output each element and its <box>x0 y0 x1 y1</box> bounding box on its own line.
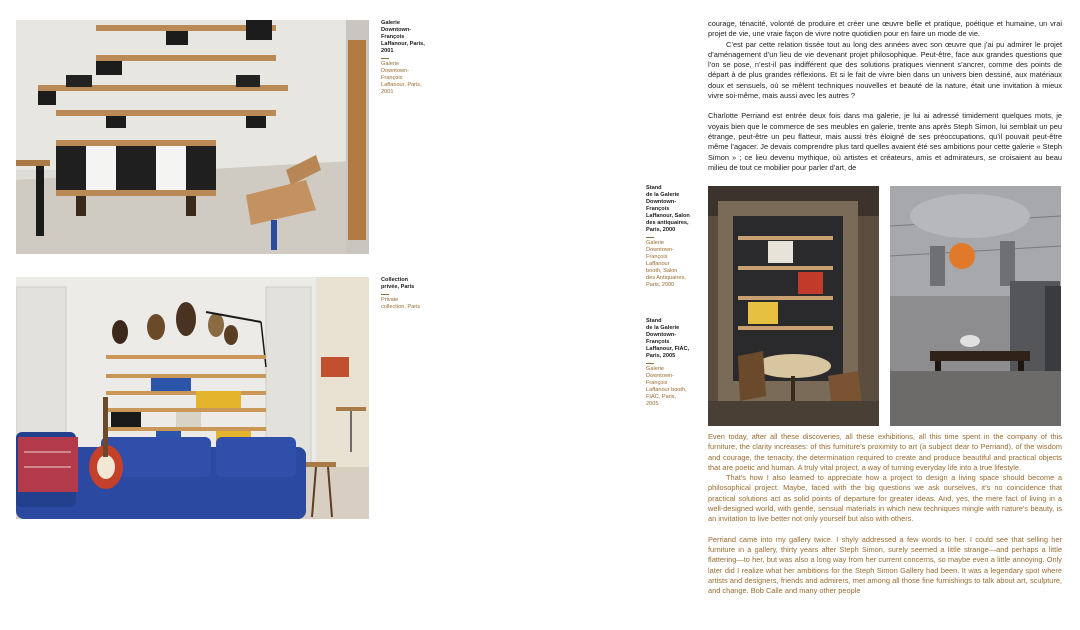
english-paragraph-3: Perriand came into my gallery twice. I shyly addressed a few words to her. I could see that selling her furniture in a gallery, thirty years after Steph Simon, surely seemed a little strange—and perhaps a little flattering—to her, but was also a long way from her current concerns, so maybe even a little annoying. Only later did I realize what her ambitions for the Steph Simon Gallery had been. It was a legendary spot where artists and designers, friends and admirers, met among all those fine furnishings to talk about art, sculpture, and change. Bob Calle and many other people <box>708 534 1062 596</box>
caption-french: Stand de la Galerie Downtown- François Laffanour, Salon des antiquaires, Paris, 2000 <box>646 185 690 233</box>
caption-english: Private collection, Paris <box>381 297 421 310</box>
caption-divider <box>381 294 389 295</box>
caption-photo-2 <box>381 277 461 311</box>
caption-french: Galerie Downtown- François Laffanour, Paris, 2001 <box>381 20 425 54</box>
caption-photo-1 <box>381 20 461 96</box>
photo-private-collection <box>16 277 369 519</box>
caption-english: Galerie Downtown- François Laffanour booth, FIAC, Paris, 2005 <box>646 366 687 407</box>
french-paragraph-2: C’est par cette relation tissée tout au long des années avec son œuvre que j’ai pu admirer le projet d’aménagement d’un lieu de vie devenant projet philosophique. Peut-être, face aux grandes questions que l’on se pose, n’est-il pas indifférent que des solutions pratiques viennent s’ancrer, comme des points de départ à de plus grandes réflexions. Et si le fait de vivre bien dans un univers bien dessiné, aux matériaux doux et sensuels, où se mêlent techniques nouvelles et beauté de la nature, était une invitation à mieux vivre soi-même, mais aussi avec les autres ? <box>708 39 1062 101</box>
french-text <box>708 19 1062 173</box>
english-paragraph-2: That’s how I also learned to appreciate how a project to design a living space should become a philosophical project. Maybe, faced with the big questions we ask ourselves, it’s no coincidence that practical solutions act as solid points of departure for greater ideas. And, yes, the mere fact of living in a well-designed world, with gentle, sensual materials in which new techniques mingle with nature’s beauty, is an invitation to live better not only yourself but also with others. <box>708 473 1062 524</box>
caption-divider <box>381 58 389 59</box>
french-paragraph-1: courage, ténacité, volonté de produire et créer une œuvre belle et pratique, poétique et humaine, un vrai projet de vie, une vraie façon de vivre notre quotidien pour en faire un mode de vie. <box>708 19 1062 39</box>
caption-english: Galerie Downtown- François Laffanour, Paris, 2001 <box>381 61 422 95</box>
caption-french: Stand de la Galerie Downtown- François Laffanour, FIAC, Paris, 2005 <box>646 318 690 359</box>
english-paragraph-1: Even today, after all these discoveries, all these exhibitions, all this time spent in the company of this furniture, the clarity increases: of this furniture’s proximity to art (a subject dear to Perriand), of the wisdom and courage, the tenacity, the determination required to create and produce beautiful and practical objects that are poetic and human. A truly vital project, a way of turning everyday life into a true lifestyle. <box>708 432 1062 472</box>
caption-divider <box>646 363 654 364</box>
photo-gallery-shelves <box>16 20 369 254</box>
french-paragraph-3: Charlotte Perriand est entrée deux fois dans ma galerie, je lui ai adressé timidement quelques mots, je voyais bien que le commerce de ses meubles en galerie, trente ans après Steph Simon, lui semblait un peu étrange, peut-être un peu flatteur, mais aussi très éloigné de ses préoccupations, qu’il pouvait peut-être même l’agacer. Je devais comprendre plus tard quelles avaient été ses ambitions pour cette galerie « Steph Simon » ; ce lieu devenu mythique, où artistes et créateurs, amis et admirateurs, se croisaient au beau milieu de tout ce mobilier pour parler d’art, de <box>708 111 1062 172</box>
caption-english: Galerie Downtown- François Laffanour booth, Salon des Antiquaires, Paris, 2000 <box>646 240 686 288</box>
photo-stand-fiac <box>890 186 1061 426</box>
photo-stand-salon-antiquaires <box>708 186 879 426</box>
caption-divider <box>646 237 654 238</box>
english-text <box>708 432 1062 596</box>
caption-french: Collection privée, Paris <box>381 277 415 290</box>
